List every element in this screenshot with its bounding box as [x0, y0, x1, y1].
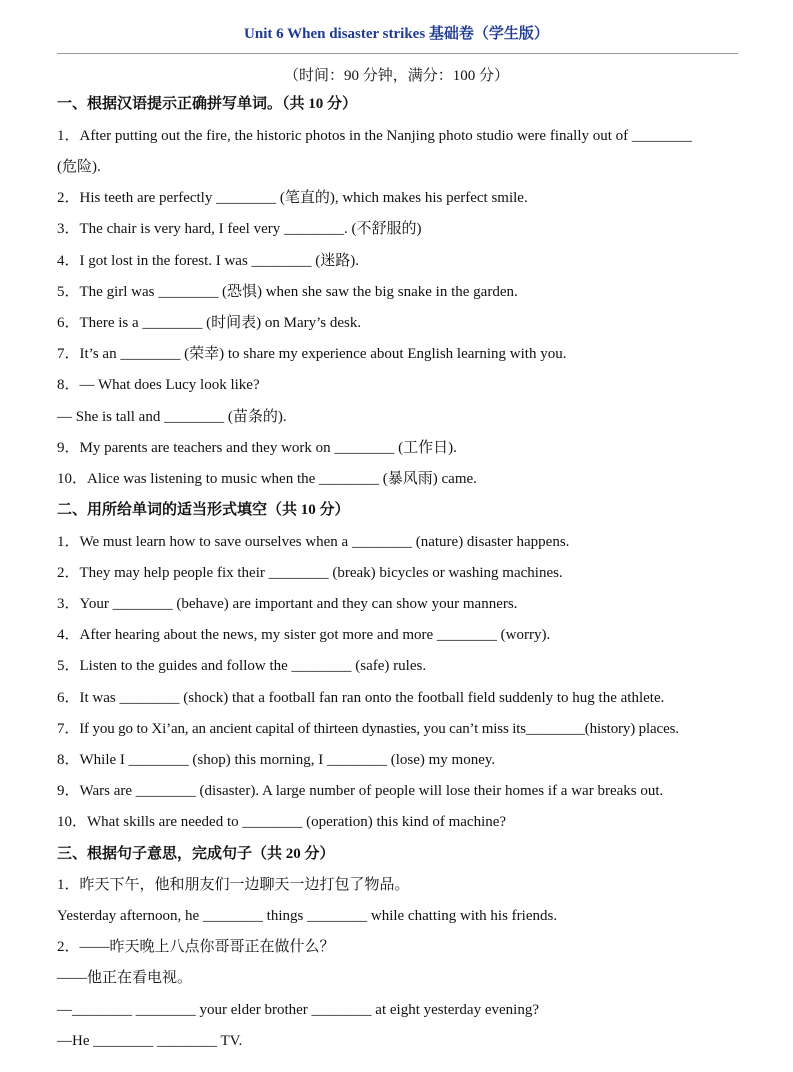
question-line: 5．The girl was ________ (恐惧) when she saw the big snake in the garden. — [57, 284, 518, 300]
question-line: ——他正在看电视。 — [57, 970, 193, 986]
document-title: Unit 6 When disaster strikes 基础卷（学生版） — [244, 26, 549, 42]
question-line: —He ________ ________ TV. — [57, 1033, 243, 1049]
question-line: 2．They may help people fix their ________ (break) bicycles or washing machines. — [57, 565, 563, 581]
question-line: 6．There is a ________ (时间表) on Mary’s desk. — [57, 315, 362, 331]
question-line: 9．My parents are teachers and they work on ________ (工作日). — [57, 440, 457, 456]
question-line: 1．昨天下午，他和朋友们一边聊天一边打包了物品。 — [57, 877, 410, 893]
question-line: 5．Listen to the guides and follow the ________ (safe) rules. — [57, 658, 427, 674]
section-heading: 二、用所给单词的适当形式填空（共 10 分） — [57, 502, 350, 518]
question-line: 3．Your ________ (behave) are important and they can show your manners. — [57, 596, 518, 612]
question-line: (危险). — [57, 159, 101, 175]
header-divider — [57, 53, 738, 54]
question-line: 8．While I ________ (shop) this morning, I ________ (lose) my money. — [57, 752, 496, 768]
question-line: Yesterday afternoon, he ________ things ________ while chatting with his friends. — [57, 908, 558, 924]
section-heading: 一、根据汉语提示正确拼写单词。（共 10 分） — [57, 96, 358, 112]
question-line: 7．It’s an ________ (荣幸) to share my experience about English learning with you. — [57, 346, 567, 362]
question-line: — She is tall and ________ (苗条的). — [57, 409, 287, 425]
question-line: 7．If you go to Xi’an, an ancient capital of thirteen dynasties, you can’t miss its________(history) places. — [57, 721, 679, 737]
question-line: 4．After hearing about the news, my sister got more and more ________ (worry). — [57, 627, 551, 643]
question-line: 10．What skills are needed to ________ (operation) this kind of machine? — [57, 814, 507, 830]
question-line: 3．The chair is very hard, I feel very ________. (不舒服的) — [57, 221, 422, 237]
question-line: 10．Alice was listening to music when the ________ (暴风雨) came. — [57, 471, 477, 487]
question-line: —________ ________ your elder brother ________ at eight yesterday evening? — [57, 1002, 539, 1018]
section-heading: 三、根据句子意思，完成句子（共 20 分） — [57, 846, 335, 862]
question-line: 8．— What does Lucy look like? — [57, 377, 260, 393]
question-line: 9．Wars are ________ (disaster). A large number of people will lose their homes if a war breaks out. — [57, 783, 664, 799]
question-line: 1．After putting out the fire, the historic photos in the Nanjing photo studio were finally out of ________ — [57, 128, 692, 144]
question-line: 6．It was ________ (shock) that a football fan ran onto the football field suddenly to hug the athlete. — [57, 690, 665, 706]
question-line: 2．——昨天晚上八点你哥哥正在做什么？ — [57, 939, 335, 955]
question-line: 2．His teeth are perfectly ________ (笔直的), which makes his perfect smile. — [57, 190, 528, 206]
question-line: 4．I got lost in the forest. I was ________ (迷路). — [57, 253, 360, 269]
question-line: 1．We must learn how to save ourselves when a ________ (nature) disaster happens. — [57, 534, 570, 550]
time-and-score: （时间：90 分钟，满分：100 分） — [283, 68, 509, 84]
